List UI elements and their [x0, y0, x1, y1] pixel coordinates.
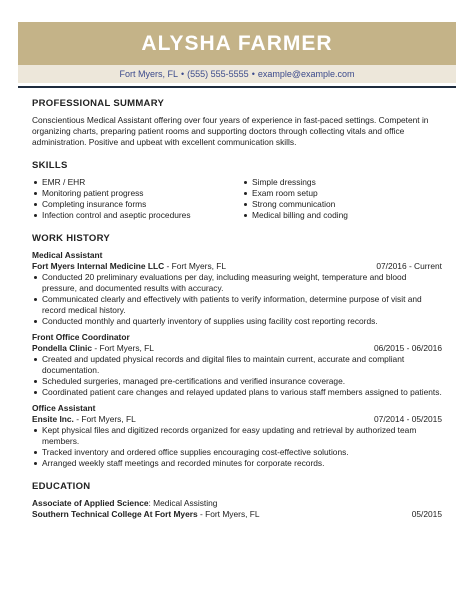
job-location: - Fort Myers, FL [73, 414, 136, 424]
skill-item: EMR / EHR [32, 177, 242, 188]
job-entry [32, 332, 442, 398]
skill-item: Simple dressings [242, 177, 348, 188]
skills-left-column [32, 177, 242, 221]
job-bullet: Arranged weekly staff meetings and recorded minutes for corporate records. [32, 458, 442, 469]
candidate-name: ALYSHA FARMER [141, 31, 333, 55]
job-bullets [32, 425, 442, 469]
skill-item: Medical billing and coding [242, 210, 348, 221]
job-dates: 07/2014 - 05/2015 [374, 414, 442, 424]
job-location: - Fort Myers, FL [92, 343, 154, 353]
job-entry [32, 250, 442, 327]
job-company: Ensite Inc. [32, 414, 74, 424]
skills-right-column [242, 177, 348, 221]
job-dates: 06/2015 - 06/2016 [374, 343, 442, 353]
job-bullet: Conducted 20 preliminary evaluations per day, including measuring weight, temperature and blood pressure, and documented results with accuracy. [32, 272, 442, 294]
education-field: : Medical Assisting [148, 498, 218, 508]
job-dates: 07/2016 - Current [376, 261, 442, 271]
resume-content [32, 98, 442, 520]
job-bullet: Tracked inventory and ordered office supplies encouraging cost-effective solutions. [32, 447, 442, 458]
skill-item: Strong communication [242, 199, 348, 210]
summary-section [32, 98, 442, 148]
contact-phone[interactable]: (555) 555-5555 [187, 69, 249, 79]
skills-columns [32, 177, 442, 221]
education-degree: Associate of Applied Science [32, 498, 149, 508]
job-bullet: Kept physical files and digitized records organized for easy updating and retrieval by authorized team members. [32, 425, 442, 447]
job-title: Office Assistant [32, 403, 96, 413]
header-band [18, 22, 456, 65]
section-title-skills: SKILLS [32, 160, 68, 171]
section-title-education: EDUCATION [32, 481, 91, 492]
job-title: Medical Assistant [32, 250, 103, 260]
work-history-section [32, 233, 442, 469]
job-bullets [32, 354, 442, 398]
contact-separator: • [251, 69, 255, 79]
contact-bar [18, 65, 456, 83]
job-title: Front Office Coordinator [32, 332, 130, 342]
job-bullet: Conducted monthly and quarterly inventory of supplies using facility cost reporting records. [32, 316, 442, 327]
skills-section [32, 160, 442, 221]
job-bullet: Scheduled surgeries, managed pre-certifications and verified insurance coverage. [32, 376, 442, 387]
summary-text: Conscientious Medical Assistant offering over four years of experience in fast-paced settings. Competent in organizing charts, preparing patient rooms and supporting doctors through collecting vitals and office administration. Positive and upbeat with excellent communication skills. [32, 115, 429, 147]
job-employer-line [32, 261, 442, 272]
job-company: Pondella Clinic [32, 343, 93, 353]
education-school-line [32, 509, 442, 520]
job-employer-line [32, 343, 442, 354]
contact-location: Fort Myers, FL [119, 69, 178, 79]
education-date: 05/2015 [411, 509, 442, 519]
header-divider [18, 86, 456, 88]
job-bullet: Coordinated patient care changes and relayed updated plans to various staff members assigned to patients. [32, 387, 442, 398]
job-employer-line [32, 414, 442, 425]
section-title-work: WORK HISTORY [32, 233, 111, 244]
skill-item: Exam room setup [242, 188, 348, 199]
job-bullet: Communicated clearly and effectively with patients to verify information, determine purpose of visit and record medical history. [32, 294, 442, 316]
contact-email[interactable]: example@example.com [257, 69, 355, 79]
job-company: Fort Myers Internal Medicine LLC [32, 261, 165, 271]
job-entry [32, 403, 442, 469]
education-section [32, 481, 442, 520]
skill-item: Infection control and aseptic procedures [32, 210, 242, 221]
section-title-summary: PROFESSIONAL SUMMARY [32, 98, 165, 109]
job-bullet: Created and updated physical records and digital files to maintain current, accurate and compliant documentation. [32, 354, 442, 376]
job-bullets [32, 272, 442, 327]
skill-item: Completing insurance forms [32, 199, 242, 210]
contact-separator: • [180, 69, 185, 79]
education-school: Southern Technical College At Fort Myers [32, 509, 198, 519]
education-degree-line [32, 498, 442, 509]
skill-item: Monitoring patient progress [32, 188, 242, 199]
job-location: - Fort Myers, FL [164, 261, 227, 271]
education-location: - Fort Myers, FL [197, 509, 260, 519]
